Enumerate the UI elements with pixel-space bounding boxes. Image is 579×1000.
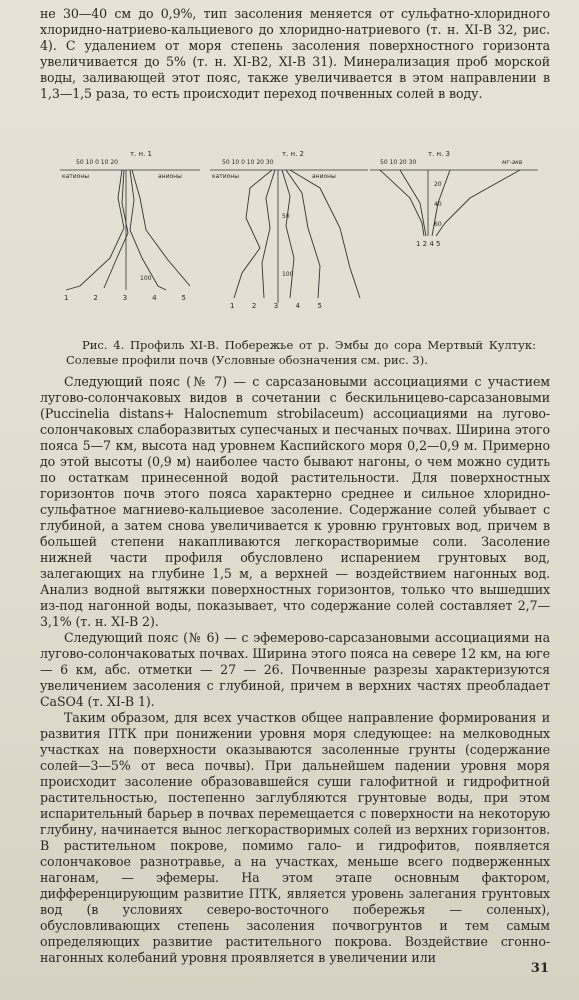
panel-3-depth-20: 20 xyxy=(434,181,442,188)
panel-2-curve-5a xyxy=(286,170,320,298)
text-block-main xyxy=(40,374,550,966)
panel-1-depth-label: 100 xyxy=(140,275,152,282)
panel-1-curve-4 xyxy=(130,170,166,290)
panel-3-bottom-labels: 1 2 4 5 xyxy=(416,240,441,248)
panel-1-right-label: анионы xyxy=(158,173,182,180)
figure-caption: Рис. 4. Профиль XI-В. Побережье от р. Эмбы до сора Мертвый Култук: Солевые профили почв (Условные обозначения см. рис. 3). xyxy=(66,337,536,367)
panel-3-scale: 50 10 20 30 xyxy=(380,159,417,166)
panel-2-bottom-labels: 1 2 3 4 5 xyxy=(230,302,322,310)
figure-panel-2 xyxy=(210,150,368,310)
panel-3-depth-60: 60 xyxy=(434,221,442,228)
panel-1-scale: 50 10 0 10 20 xyxy=(76,159,118,166)
panel-3-depth-40: 40 xyxy=(434,201,442,208)
panel-3-curve-1 xyxy=(380,170,424,236)
paragraph-zone-6: Следующий пояс (№ 6) — с эфемерово-сарсазановыми ассоциациями на лугово-солончаковатых почвах. Ширина этого пояса на севере 12 км, на юге — 6 км, абс. отметки — 27 — 26. Почвенные разрезы характеризуются увеличением засоления с глубиной, причем в верхних частях преобладает CaSO4 (т. XI-В 1). xyxy=(40,630,550,709)
panel-2-scale: 50 10 0 10 20 30 xyxy=(222,159,274,166)
panel-2-depth-50: 50 xyxy=(282,213,290,220)
figure-panel-1 xyxy=(60,150,200,302)
text-block-top xyxy=(40,6,550,102)
panel-2-curve-4 xyxy=(282,170,294,298)
panel-2-depth-100: 100 xyxy=(282,271,294,278)
panel-1-title: т. н. 1 xyxy=(130,150,153,158)
paragraph-zone-7: Следующий пояс (№ 7) — с сарсазановыми ассоциациями с участием лугово-солончаковых видов в сочетании с бескильницево-сарсазановыми (Puccinelia distans+ Halocnemum strobilaceum) ассоциациями на лугово-солончаковых слаборазвитых супесчаных и песчаных почвах. Ширина этого пояса 5—7 км, высота над уровнем Каспийского моря 0,2—0,9 м. Примерно до этой высоты (0,9 м) наиболее часто бывают нагоны, о чем можно судить по остаткам принесенной водой растительности. Для поверхностных горизонтов почв этого пояса характерно среднее и сильное хлоридно-сульфатное магниево-кальциевое засоление. Содержание солей убывает с глубиной, а затем снова увеличивается к уровню грунтовых вод, причем в большей степени накапливаются легкорастворимые соли. Засоление нижней части профиля обусловлено испарением грунтовых вод, залегающих на глубине 1,5 м, а верхней — воздействием нагонных вод. Анализ водной вытяжки поверхностных горизонтов, только что вышедших из-под нагонной воды, показывает, что содержание солей составляет 2,7—3,1% (т. н. XI-В 2). xyxy=(40,374,550,629)
panel-2-curve-5b xyxy=(290,170,360,298)
page-number: 31 xyxy=(530,961,549,976)
panel-2-title: т. н. 2 xyxy=(282,150,305,158)
panel-2-left-label: катионы xyxy=(212,173,240,180)
panel-3-units: мг-экв xyxy=(502,159,523,166)
panel-1-curve-1 xyxy=(66,170,124,290)
panel-3-curve-5 xyxy=(436,170,520,236)
panel-2-right-label: анионы xyxy=(312,173,336,180)
panel-1-curve-5 xyxy=(132,170,190,286)
figure-panel-3 xyxy=(370,150,538,248)
panel-1-bottom-labels: 1 2 3 4 5 xyxy=(64,294,186,302)
panel-1-left-label: катионы xyxy=(62,173,90,180)
panel-1-curve-2 xyxy=(104,170,128,288)
panel-3-title: т. н. 3 xyxy=(428,150,451,158)
paragraph-continuation: не 30—40 см до 0,9%, тип засоления меняется от сульфатно-хлоридного хлоридно-натриево-кальциевого до хлоридно-натриевого (т. н. XI-В 32, рис. 4). С удалением от моря степень засоления поверхностного горизонта увеличивается до 5% (т. н. XI-В2, XI-В 31). Минерализация проб морской воды, заливающей этот пояс, также увеличивается в этом направлении в 1,3—1,5 раза, то есть происходит переход почвенных солей в воду. xyxy=(40,6,550,101)
panel-2-curve-1 xyxy=(234,170,272,298)
paragraph-conclusion: Таким образом, для всех участков общее направление формирования и развития ПТК при понижении уровня моря следующее: на мелководных участках на поверхности оказываются засоленные грунты (содержание солей—3—5% от веса почвы). При дальнейшем падении уровня моря происходит засоление образовавшейся суши галофитной и гидрофитной растительностью, постепенно заглубляются грунтовые воды, при этом испарительный барьер в почвах перемещается с поверхности на некоторую глубину, начинается вынос легкорастворимых солей из верхних горизонтов. В растительном покрове, помимо гало- и гидрофитов, появляется солончаковое разнотравье, а на участках, меньше всего подверженных нагонам, — эфемеры. На этом этапе основным фактором, дифференцирующим развитие ПТК, является уровень залегания грунтовых вод (в условиях северо-восточного побережья — соленых), обусловливающих степень засоления почвогрунтов и тем самым определяющих развитие растительного покрова. Воздействие сгонно-нагонных колебаний уровня проявляется в увеличении или xyxy=(40,710,550,965)
panel-2-curve-2 xyxy=(262,170,275,298)
figure-salt-profiles xyxy=(50,148,540,323)
